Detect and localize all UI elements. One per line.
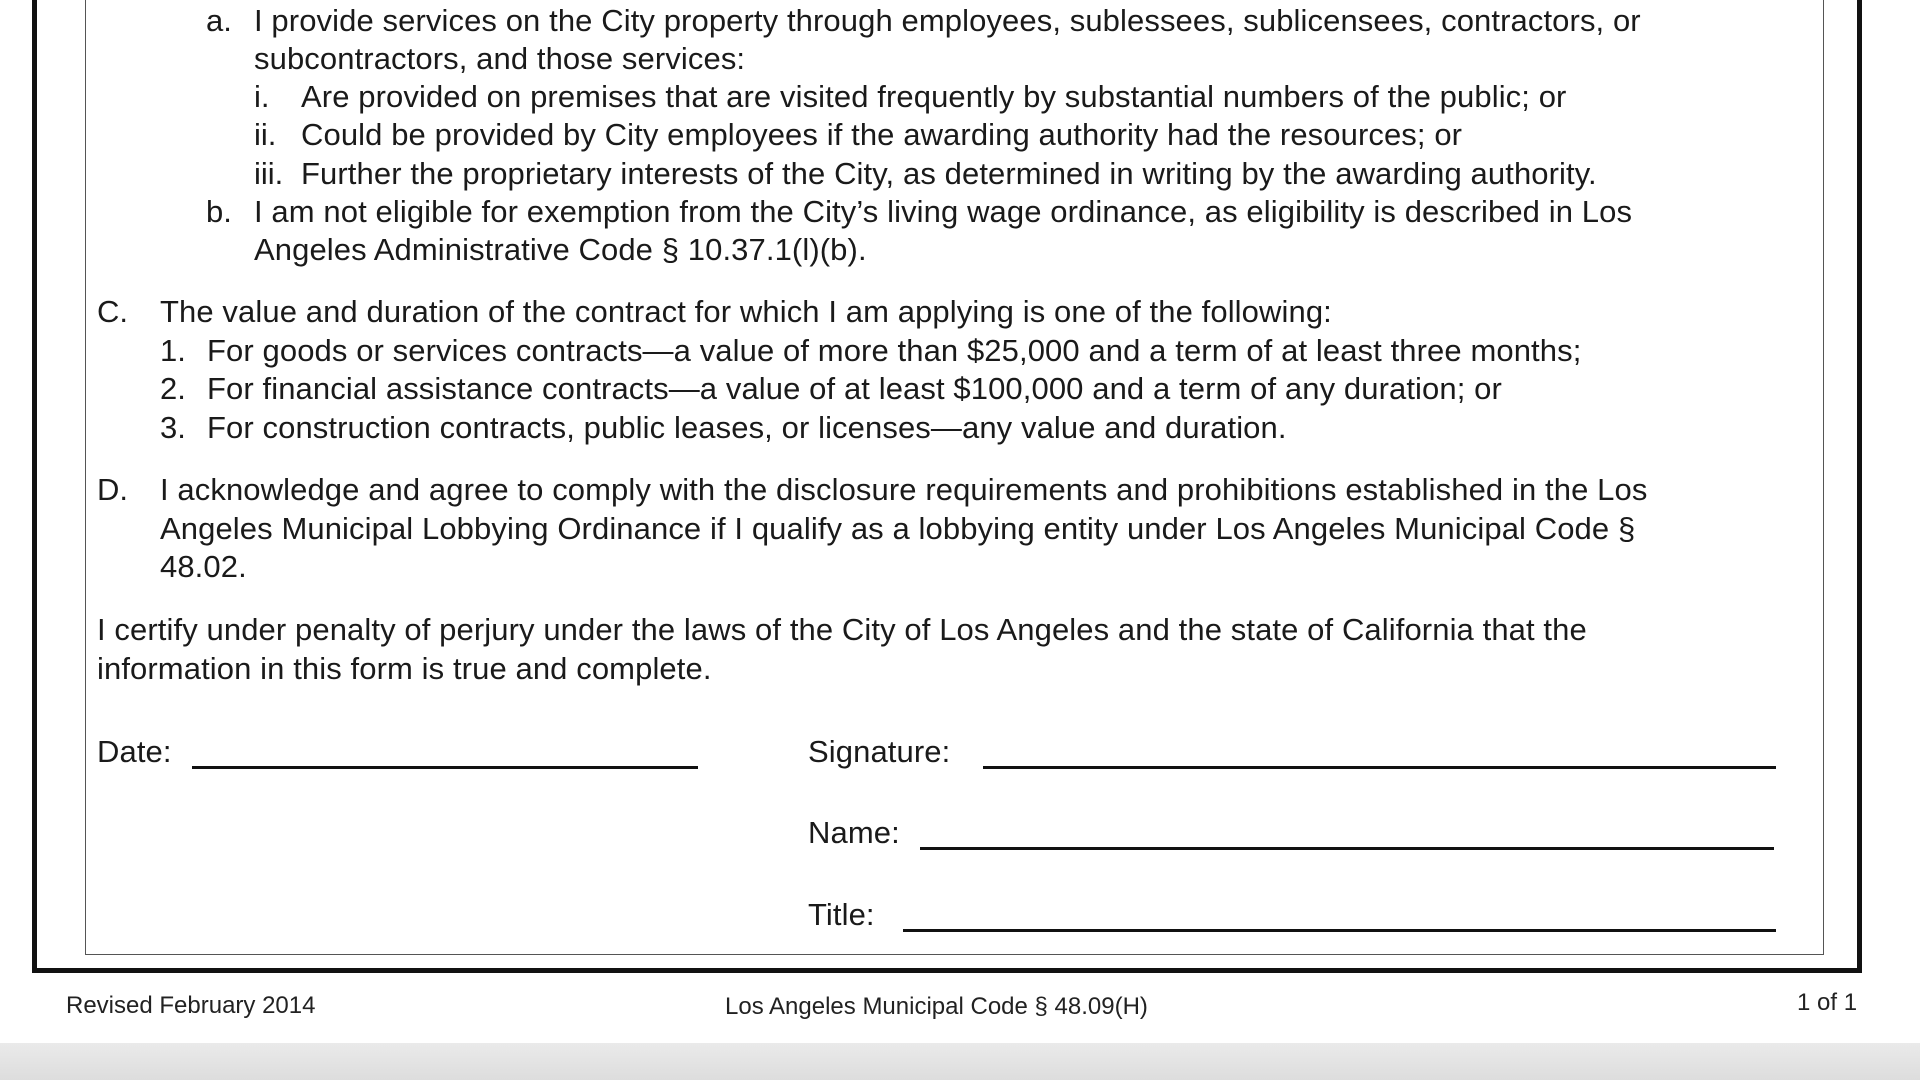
- subitem-i-marker: i.: [254, 79, 270, 114]
- item-a-text-line-1: I provide services on the City property through employees, sublessees, sublicensees, contractors, or: [254, 3, 1641, 38]
- subitem-ii-text: Could be provided by City employees if the awarding authority had the resources; or: [301, 117, 1463, 152]
- footer-revised-date: Revised February 2014: [66, 992, 316, 1019]
- section-c-item-3-marker: 3.: [160, 410, 186, 445]
- signature-label: Signature:: [808, 734, 951, 769]
- section-c-item-1-text: For goods or services contracts—a value of more than $25,000 and a term of at least three months;: [207, 333, 1582, 368]
- name-label: Name:: [808, 815, 900, 850]
- section-c-item-2-text: For financial assistance contracts—a value of at least $100,000 and a term of any duration; or: [207, 371, 1502, 406]
- section-c-marker: C.: [97, 294, 128, 329]
- item-a-marker: a.: [206, 3, 232, 38]
- section-c-item-2-marker: 2.: [160, 371, 186, 406]
- certification-text-line-2: information in this form is true and complete.: [97, 651, 712, 686]
- section-d-text-line-3: 48.02.: [160, 549, 247, 584]
- date-field-line[interactable]: [192, 766, 698, 769]
- section-d-text-line-2: Angeles Municipal Lobbying Ordinance if I qualify as a lobbying entity under Los Angeles Municipal Code §: [160, 511, 1636, 546]
- section-c-item-1-marker: 1.: [160, 333, 186, 368]
- footer-page-number: 1 of 1: [1797, 989, 1858, 1016]
- footer-code-reference: Los Angeles Municipal Code § 48.09(H): [725, 993, 1148, 1020]
- title-field-line[interactable]: [903, 929, 1776, 932]
- section-c-text: The value and duration of the contract for which I am applying is one of the following:: [160, 294, 1332, 329]
- item-b-marker: b.: [206, 194, 232, 229]
- signature-field-line[interactable]: [983, 766, 1776, 769]
- subitem-iii-text: Further the proprietary interests of the City, as determined in writing by the awarding authority.: [301, 156, 1597, 191]
- certification-text-line-1: I certify under penalty of perjury under the laws of the City of Los Angeles and the state of California that the: [97, 612, 1587, 647]
- section-c-item-3-text: For construction contracts, public leases, or licenses—any value and duration.: [207, 410, 1287, 445]
- name-field-line[interactable]: [920, 847, 1774, 850]
- item-b-text-line-2: Angeles Administrative Code § 10.37.1(l)(b).: [254, 232, 867, 267]
- section-d-text-line-1: I acknowledge and agree to comply with the disclosure requirements and prohibitions established in the Los: [160, 472, 1648, 507]
- viewer-bottom-margin: [0, 1043, 1920, 1080]
- subitem-i-text: Are provided on premises that are visited frequently by substantial numbers of the public; or: [301, 79, 1567, 114]
- section-d-marker: D.: [97, 472, 128, 507]
- item-a-text-line-2: subcontractors, and those services:: [254, 41, 746, 76]
- date-label: Date:: [97, 734, 172, 769]
- item-b-text-line-1: I am not eligible for exemption from the City’s living wage ordinance, as eligibility is described in Los: [254, 194, 1633, 229]
- title-label: Title:: [808, 897, 875, 932]
- subitem-ii-marker: ii.: [254, 117, 277, 152]
- subitem-iii-marker: iii.: [254, 156, 284, 191]
